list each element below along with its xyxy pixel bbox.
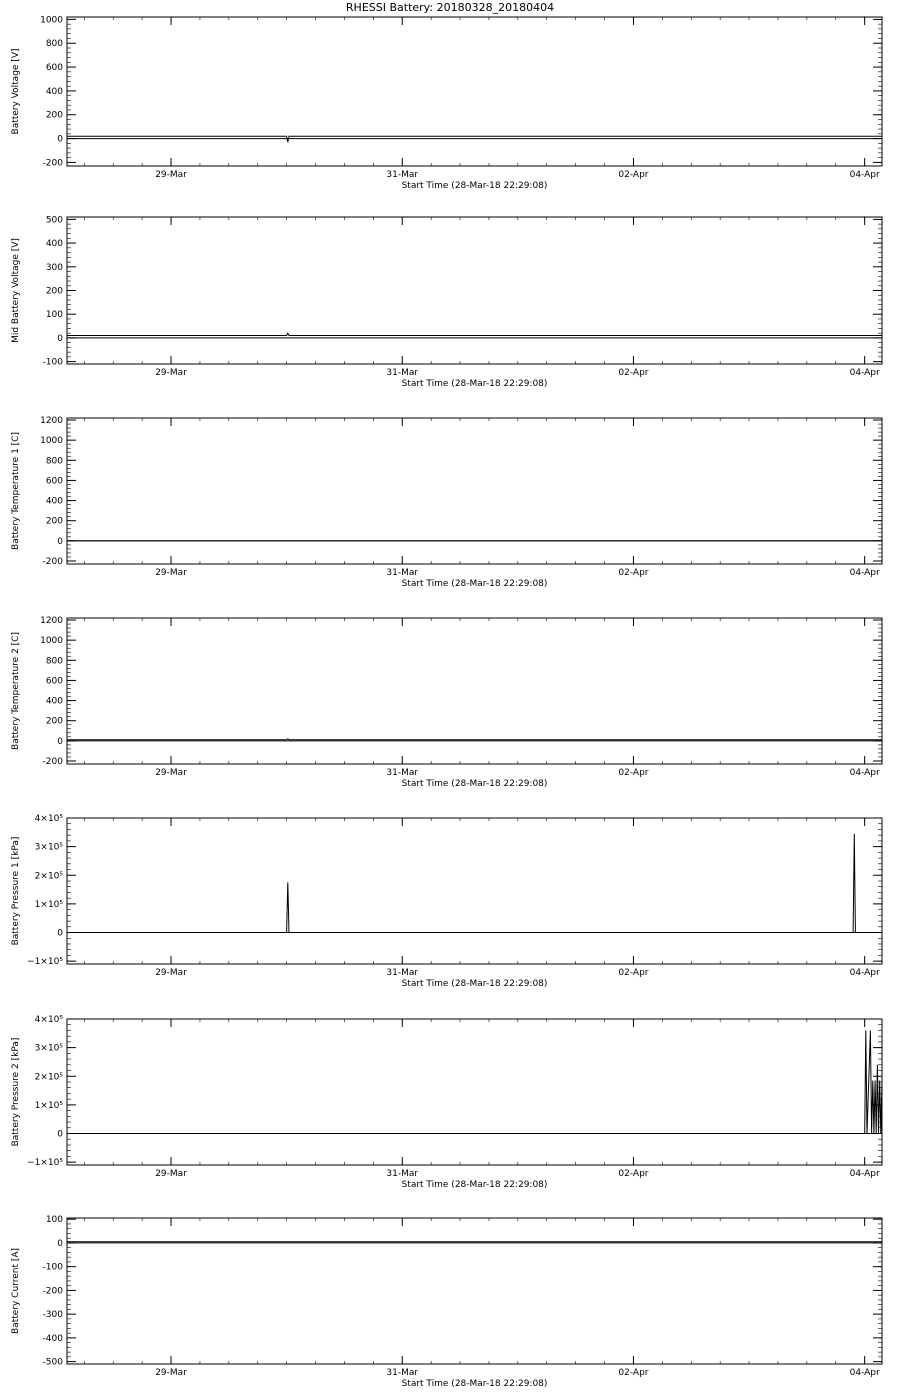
y-tick-label: -100 bbox=[42, 1262, 63, 1273]
plot-frame bbox=[67, 1019, 882, 1165]
chart-title: RHESSI Battery: 20180328_20180404 bbox=[345, 1, 555, 14]
series-line bbox=[67, 834, 900, 933]
y-tick-label: −1×10⁵ bbox=[27, 1158, 63, 1169]
y-tick-label: -500 bbox=[42, 1357, 63, 1368]
series-line bbox=[67, 17, 900, 142]
y-tick-label: 4×10⁵ bbox=[34, 1015, 63, 1025]
y-tick-label: 2×10⁵ bbox=[34, 871, 63, 882]
y-tick-label: 500 bbox=[45, 215, 63, 226]
x-tick-label: 04-Apr bbox=[849, 1169, 880, 1179]
x-axis-title: Start Time (28-Mar-18 22:29:08) bbox=[401, 379, 548, 389]
y-tick-label: -200 bbox=[42, 556, 63, 567]
x-tick-label: 31-Mar bbox=[386, 768, 419, 778]
panel-7 bbox=[11, 1215, 900, 1389]
x-tick-label: 04-Apr bbox=[849, 170, 880, 180]
series-line bbox=[67, 1238, 900, 1359]
y-tick-label: 1200 bbox=[40, 616, 63, 627]
y-tick-label: 200 bbox=[45, 716, 63, 727]
y-axis-title: Battery Voltage [V] bbox=[11, 48, 21, 135]
y-tick-label: 0 bbox=[57, 736, 63, 747]
x-axis-title: Start Time (28-Mar-18 22:29:08) bbox=[401, 779, 548, 789]
x-axis-title: Start Time (28-Mar-18 22:29:08) bbox=[401, 1180, 548, 1190]
plot-frame bbox=[67, 217, 882, 364]
panel-1 bbox=[11, 15, 900, 191]
y-tick-label: 1×10⁵ bbox=[34, 899, 63, 910]
plot-frame bbox=[67, 818, 882, 964]
plot-frame bbox=[67, 618, 882, 764]
y-tick-label: 800 bbox=[45, 656, 63, 667]
y-tick-label: 1000 bbox=[40, 636, 63, 647]
series-line bbox=[67, 217, 900, 342]
y-tick-label: 600 bbox=[45, 63, 63, 74]
plot-frame bbox=[67, 1218, 882, 1364]
y-tick-label: 1×10⁵ bbox=[34, 1100, 63, 1111]
x-axis-title: Start Time (28-Mar-18 22:29:08) bbox=[401, 979, 548, 989]
y-tick-label: 0 bbox=[57, 134, 63, 145]
x-tick-label: 04-Apr bbox=[849, 968, 880, 978]
y-tick-label: 400 bbox=[45, 496, 63, 507]
y-tick-label: 600 bbox=[45, 676, 63, 687]
y-tick-label: 0 bbox=[57, 928, 63, 939]
series-line bbox=[67, 638, 900, 741]
y-tick-label: 4×10⁵ bbox=[34, 814, 63, 824]
y-tick-label: 1000 bbox=[40, 15, 63, 26]
y-tick-label: 200 bbox=[45, 516, 63, 527]
x-tick-label: 29-Mar bbox=[155, 568, 187, 578]
panel-4 bbox=[11, 616, 900, 789]
panel-2 bbox=[11, 215, 900, 389]
y-tick-label: −1×10⁵ bbox=[27, 957, 63, 968]
x-tick-label: 29-Mar bbox=[155, 170, 187, 180]
y-axis-title: Battery Temperature 2 [C] bbox=[11, 632, 21, 750]
plot-frame bbox=[67, 418, 882, 564]
y-tick-label: -400 bbox=[42, 1333, 63, 1344]
series-line bbox=[67, 438, 900, 541]
x-axis-title: Start Time (28-Mar-18 22:29:08) bbox=[401, 579, 548, 589]
x-tick-label: 02-Apr bbox=[618, 968, 649, 978]
x-tick-label: 29-Mar bbox=[155, 1169, 187, 1179]
x-tick-label: 04-Apr bbox=[849, 568, 880, 578]
y-tick-label: 800 bbox=[45, 39, 63, 50]
y-tick-label: 200 bbox=[45, 110, 63, 121]
panel-6 bbox=[11, 1015, 900, 1190]
y-tick-label: 1200 bbox=[40, 416, 63, 427]
x-tick-label: 02-Apr bbox=[618, 368, 649, 378]
x-tick-label: 31-Mar bbox=[386, 1169, 419, 1179]
x-tick-label: 04-Apr bbox=[849, 1368, 880, 1378]
y-axis-title: Mid Battery Voltage [V] bbox=[11, 238, 21, 343]
x-axis-title: Start Time (28-Mar-18 22:29:08) bbox=[401, 1379, 548, 1389]
y-tick-label: 300 bbox=[45, 262, 63, 273]
x-tick-label: 02-Apr bbox=[618, 568, 649, 578]
x-axis-title: Start Time (28-Mar-18 22:29:08) bbox=[401, 181, 548, 191]
x-tick-label: 29-Mar bbox=[155, 768, 187, 778]
x-tick-label: 02-Apr bbox=[618, 1368, 649, 1378]
x-tick-label: 04-Apr bbox=[849, 768, 880, 778]
y-tick-label: -200 bbox=[42, 756, 63, 767]
y-tick-label: 100 bbox=[45, 310, 63, 321]
x-tick-label: 31-Mar bbox=[386, 1368, 419, 1378]
x-tick-label: 31-Mar bbox=[386, 568, 419, 578]
x-tick-label: 29-Mar bbox=[155, 968, 187, 978]
x-tick-label: 31-Mar bbox=[386, 368, 419, 378]
x-tick-label: 31-Mar bbox=[386, 170, 419, 180]
y-tick-label: -200 bbox=[42, 1286, 63, 1297]
y-axis-title: Battery Pressure 1 [kPa] bbox=[11, 836, 21, 946]
x-tick-label: 02-Apr bbox=[618, 1169, 649, 1179]
y-tick-label: 400 bbox=[45, 239, 63, 250]
y-axis-title: Battery Pressure 2 [kPa] bbox=[11, 1037, 21, 1147]
y-tick-label: -200 bbox=[42, 158, 63, 169]
x-tick-label: 02-Apr bbox=[618, 170, 649, 180]
y-axis-title: Battery Current [A] bbox=[11, 1247, 21, 1335]
y-tick-label: 100 bbox=[45, 1215, 63, 1226]
y-tick-label: 3×10⁵ bbox=[34, 1043, 63, 1054]
y-tick-label: 800 bbox=[45, 456, 63, 467]
x-tick-label: 29-Mar bbox=[155, 1368, 187, 1378]
x-tick-label: 02-Apr bbox=[618, 768, 649, 778]
y-axis-title: Battery Temperature 1 [C] bbox=[11, 432, 21, 550]
y-tick-label: 600 bbox=[45, 476, 63, 487]
x-tick-label: 29-Mar bbox=[155, 368, 187, 378]
y-tick-label: -300 bbox=[42, 1310, 63, 1321]
series-line bbox=[67, 1031, 900, 1134]
y-tick-label: 0 bbox=[57, 536, 63, 547]
y-tick-label: 1000 bbox=[40, 436, 63, 447]
x-tick-label: 04-Apr bbox=[849, 368, 880, 378]
y-tick-label: 2×10⁵ bbox=[34, 1072, 63, 1083]
x-tick-label: 31-Mar bbox=[386, 968, 419, 978]
panel-3 bbox=[11, 416, 900, 589]
y-tick-label: 0 bbox=[57, 1238, 63, 1249]
y-tick-label: -100 bbox=[42, 357, 63, 368]
y-tick-label: 200 bbox=[45, 286, 63, 297]
y-tick-label: 400 bbox=[45, 86, 63, 97]
plot-frame bbox=[67, 17, 882, 166]
y-tick-label: 0 bbox=[57, 1129, 63, 1140]
y-tick-label: 400 bbox=[45, 696, 63, 707]
panel-5 bbox=[11, 814, 900, 989]
y-tick-label: 3×10⁵ bbox=[34, 842, 63, 853]
y-tick-label: 0 bbox=[57, 333, 63, 344]
